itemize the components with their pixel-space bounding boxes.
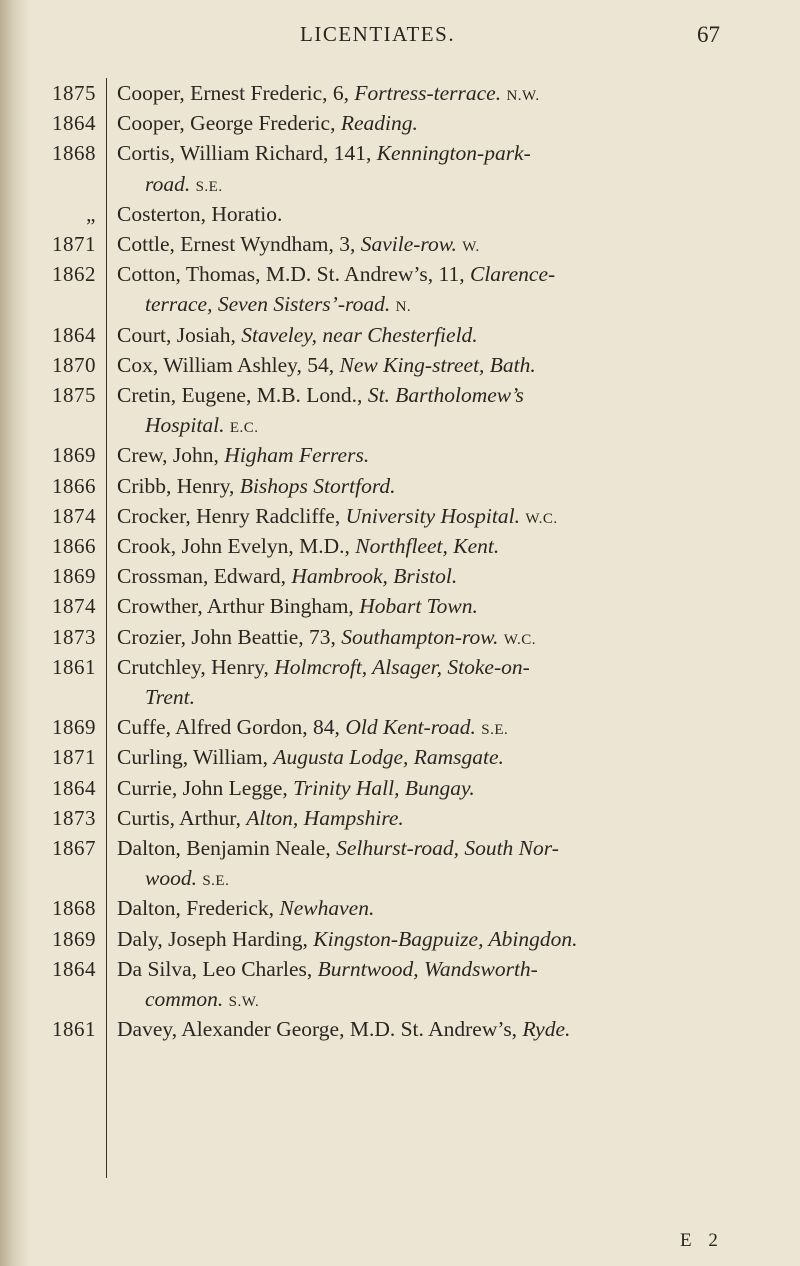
postal-district: W.C.	[525, 510, 558, 527]
entry-text	[117, 803, 792, 833]
postal-district: S.E.	[202, 873, 230, 890]
entry-continuation	[145, 863, 800, 896]
address-text: Staveley, near Chesterfield.	[241, 322, 478, 347]
address-text: Fortress-terrace.	[354, 81, 502, 105]
name-text: Dalton, Benjamin Neale,	[117, 836, 337, 860]
address-text: Hospital.	[145, 413, 225, 438]
admission-year: 1866	[52, 534, 96, 558]
list-item	[0, 591, 800, 621]
list-item	[0, 501, 800, 531]
name-text: Crozier, John Beattie, 73,	[117, 624, 342, 649]
entry-continuation	[145, 169, 800, 202]
page-header	[0, 22, 800, 52]
signature-mark: E 2	[680, 1230, 724, 1251]
postal-district: S.W.	[228, 993, 260, 1010]
name-text: Daly, Joseph Harding,	[117, 926, 314, 951]
address-text: Kennington-park-	[376, 141, 531, 166]
list-item	[0, 229, 800, 259]
entry-text	[117, 652, 792, 682]
name-text: Crowther, Arthur Bingham,	[117, 594, 360, 619]
address-text: road.	[145, 171, 191, 196]
address-text: Clarence-	[469, 262, 556, 287]
name-text: Cotton, Thomas, M.D. St. Andrew’s, 11,	[117, 262, 470, 287]
address-text: Southampton-row.	[341, 624, 499, 649]
postal-district: E.C.	[229, 420, 259, 437]
address-text: Ryde.	[522, 1017, 571, 1042]
entry-continuation	[145, 410, 800, 443]
admission-year: 1869	[52, 443, 96, 468]
name-text: Dalton, Frederick,	[117, 896, 280, 921]
name-text: Curtis, Arthur,	[117, 805, 247, 830]
name-text: Cortis, William Richard, 141,	[117, 141, 377, 166]
name-text: Crew, John,	[117, 443, 225, 468]
list-item	[0, 924, 800, 954]
postal-district: S.E.	[481, 722, 509, 739]
address-text: Kingston-Bagpuize, Abingdon.	[313, 926, 578, 951]
entry-text	[117, 471, 792, 501]
address-text: Savile-row.	[360, 232, 457, 256]
admission-year: 1873	[52, 624, 96, 649]
name-text: Crossman, Edward,	[117, 564, 292, 589]
admission-year: 1874	[52, 594, 96, 619]
entry-text	[117, 561, 792, 591]
entry-text	[117, 531, 792, 561]
admission-year: 1866	[52, 473, 96, 498]
list-item	[0, 440, 800, 470]
entry-text	[117, 350, 792, 380]
postal-district: N.W.	[506, 88, 540, 104]
admission-year: 1864	[52, 775, 96, 800]
admission-year: 1875	[52, 81, 96, 105]
address-text: New King-street, Bath.	[339, 352, 536, 377]
admission-year: 1869	[52, 564, 96, 589]
list-item	[0, 712, 800, 742]
list-item	[0, 199, 800, 229]
address-text: Northfleet, Kent.	[355, 534, 500, 558]
admission-year: 1864	[52, 956, 96, 981]
admission-year: 1861	[52, 1017, 96, 1042]
entry-text	[117, 924, 792, 954]
running-head: LICENTIATES.	[300, 22, 456, 46]
list-item	[0, 1014, 800, 1044]
list-item	[0, 78, 800, 108]
name-text: Cuffe, Alfred Gordon, 84,	[117, 715, 346, 740]
name-text: Court, Josiah,	[117, 322, 242, 347]
admission-year: 1868	[52, 896, 96, 921]
entry-text	[117, 78, 792, 111]
address-text: Alton, Hampshire.	[246, 805, 404, 830]
entry-text	[117, 1014, 792, 1044]
admission-year: 1875	[52, 383, 96, 407]
address-text: Hobart Town.	[359, 594, 478, 619]
postal-district: W.	[462, 239, 480, 255]
entry-text	[117, 259, 792, 289]
name-text: Cribb, Henry,	[117, 473, 240, 498]
address-text: Bishops Stortford.	[239, 473, 396, 498]
admission-year: 1869	[52, 926, 96, 951]
address-text: Holmcroft, Alsager, Stoke-on-	[274, 654, 530, 679]
address-text: Reading.	[340, 111, 418, 136]
list-item	[0, 350, 800, 380]
entry-text	[117, 833, 792, 863]
admission-year: „	[86, 201, 96, 226]
list-item	[0, 531, 800, 561]
list-item	[0, 833, 800, 893]
name-text: Cottle, Ernest Wyndham, 3,	[117, 232, 361, 256]
name-text: Cooper, George Frederic,	[117, 111, 341, 136]
address-text: Higham Ferrers.	[224, 443, 370, 468]
entry-text	[117, 199, 792, 229]
entry-text	[117, 380, 792, 410]
address-text: Trinity Hall, Bungay.	[293, 775, 475, 800]
address-text: Trent.	[145, 684, 195, 709]
name-text: Cox, William Ashley, 54,	[117, 352, 340, 377]
entry-text	[117, 108, 792, 138]
entry-text	[117, 138, 792, 168]
list-item	[0, 138, 800, 198]
entry-text	[117, 440, 792, 470]
entry-text	[117, 591, 792, 621]
admission-year: 1873	[52, 805, 96, 830]
entry-text	[117, 893, 792, 923]
postal-district: S.E.	[195, 178, 223, 195]
admission-year: 1861	[52, 654, 96, 679]
list-item	[0, 471, 800, 501]
admission-year: 1870	[52, 352, 96, 377]
name-text: Crook, John Evelyn, M.D.,	[117, 534, 356, 558]
list-item	[0, 320, 800, 350]
entry-text	[117, 712, 792, 745]
postal-district: N.	[395, 299, 412, 316]
admission-year: 1874	[52, 503, 96, 528]
admission-year: 1862	[52, 262, 96, 287]
name-text: Curling, William,	[117, 745, 274, 770]
entry-continuation	[145, 682, 800, 712]
entry-text	[117, 320, 792, 350]
name-text: Cretin, Eugene, M.B. Lond.,	[117, 383, 368, 407]
name-text: Crutchley, Henry,	[117, 654, 275, 679]
address-text: Hambrook, Bristol.	[291, 564, 458, 589]
address-text: common.	[145, 986, 224, 1011]
admission-year: 1868	[52, 141, 96, 166]
admission-year: 1869	[52, 715, 96, 740]
page-number: 67	[697, 22, 720, 47]
admission-year: 1871	[52, 745, 96, 770]
address-text: Old Kent-road.	[345, 715, 476, 740]
list-item	[0, 742, 800, 772]
admission-year: 1864	[52, 111, 96, 136]
address-text: Selhurst-road, South Nor-	[336, 836, 559, 860]
list-item	[0, 652, 800, 712]
name-text: Crocker, Henry Radcliffe,	[117, 503, 346, 528]
entry-text	[117, 742, 792, 772]
list-item	[0, 259, 800, 319]
admission-year: 1867	[52, 836, 96, 860]
name-text: Costerton, Horatio.	[117, 201, 283, 226]
list-item	[0, 380, 800, 440]
entry-text	[117, 622, 792, 655]
address-text: University Hospital.	[345, 503, 520, 528]
entry-text	[117, 954, 792, 984]
admission-year: 1864	[52, 322, 96, 347]
name-text: Davey, Alexander George, M.D. St. Andrew’s,	[117, 1017, 523, 1042]
entry-text	[117, 501, 792, 534]
list-item	[0, 893, 800, 923]
name-text: Currie, John Legge,	[117, 775, 294, 800]
name-text: Cooper, Ernest Frederic, 6,	[117, 81, 355, 105]
address-text: wood.	[145, 866, 197, 891]
address-text: terrace, Seven Sisters’-road.	[145, 292, 391, 317]
address-text: Burntwood, Wandsworth-	[317, 956, 538, 981]
address-text: Newhaven.	[279, 896, 375, 921]
address-text: St. Bartholomew’s	[367, 383, 524, 407]
list-item	[0, 954, 800, 1014]
list-item	[0, 108, 800, 138]
admission-year: 1871	[52, 232, 96, 256]
entry-text	[117, 229, 792, 262]
entry-text	[117, 773, 792, 803]
entry-continuation	[145, 289, 800, 322]
postal-district: W.C.	[503, 631, 536, 648]
entry-continuation	[145, 984, 800, 1017]
list-item	[0, 803, 800, 833]
name-text: Da Silva, Leo Charles,	[117, 956, 318, 981]
list-item	[0, 773, 800, 803]
list-item	[0, 561, 800, 591]
list-item	[0, 622, 800, 652]
address-text: Augusta Lodge, Ramsgate.	[273, 745, 504, 770]
